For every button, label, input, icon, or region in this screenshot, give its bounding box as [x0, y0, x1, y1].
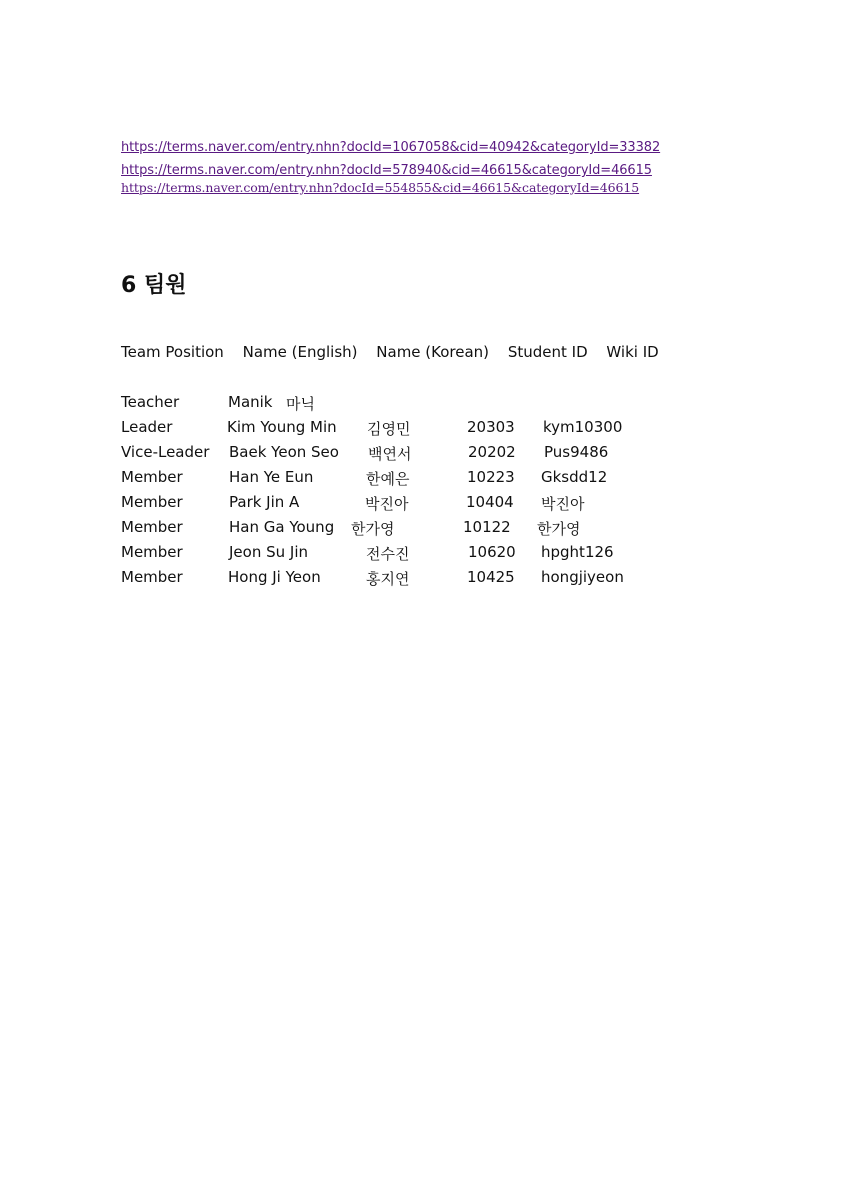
header-name-korean: Name (Korean)	[376, 343, 490, 361]
cell-student-id: 10620	[468, 543, 516, 561]
cell-position: Member	[121, 543, 183, 561]
cell-student-id: 20202	[468, 443, 516, 461]
header-student-id: Student ID	[507, 343, 588, 361]
cell-position: Member	[121, 568, 183, 586]
cell-wiki-id: hongjiyeon	[541, 568, 624, 586]
cell-wiki-id: 한가영	[537, 520, 581, 538]
cell-position: Vice-Leader	[121, 443, 210, 461]
cell-english: Baek Yeon Seo	[229, 443, 339, 461]
cell-student-id: 10122	[463, 518, 511, 536]
cell-english: Manik	[228, 393, 273, 411]
cell-korean: 홍지연	[366, 570, 410, 588]
cell-wiki-id: Gksdd12	[541, 468, 608, 486]
cell-position: Member	[121, 468, 183, 486]
cell-wiki-id: hpght126	[541, 543, 614, 561]
reference-link-3[interactable]: https://terms.naver.com/entry.nhn?docId=554855&cid=46615&categoryId=46615	[121, 180, 640, 195]
cell-english: Jeon Su Jin	[229, 543, 308, 561]
cell-wiki-id: kym10300	[543, 418, 623, 436]
cell-position: Member	[121, 493, 183, 511]
cell-position: Leader	[121, 418, 173, 436]
cell-student-id: 10425	[467, 568, 515, 586]
cell-korean: 한예은	[366, 470, 410, 488]
section-heading: 6 팀원	[121, 273, 187, 298]
cell-english: Park Jin A	[229, 493, 300, 511]
cell-korean: 백연서	[368, 445, 412, 463]
cell-position: Member	[121, 518, 183, 536]
reference-link-1[interactable]: https://terms.naver.com/entry.nhn?docId=1067058&cid=40942&categoryId=33382	[121, 140, 661, 155]
reference-link-2[interactable]: https://terms.naver.com/entry.nhn?docId=578940&cid=46615&categoryId=46615	[121, 163, 652, 178]
header-name-english: Name (English)	[242, 343, 358, 361]
cell-korean: 전수진	[366, 545, 410, 563]
cell-english: Han Ye Eun	[229, 468, 314, 486]
cell-student-id: 10404	[466, 493, 514, 511]
cell-english: Han Ga Young	[229, 518, 335, 536]
header-wiki-id: Wiki ID	[606, 343, 659, 361]
cell-wiki-id: Pus9486	[544, 443, 609, 461]
cell-student-id: 20303	[467, 418, 515, 436]
cell-korean: 김영민	[367, 420, 411, 438]
cell-english: Kim Young Min	[227, 418, 337, 436]
cell-student-id: 10223	[467, 468, 515, 486]
team-table-header	[121, 343, 673, 361]
cell-korean: 박진아	[365, 495, 409, 513]
cell-korean: 한가영	[351, 520, 395, 538]
cell-english: Hong Ji Yeon	[228, 568, 321, 586]
cell-korean: 마닉	[286, 395, 315, 413]
cell-position: Teacher	[121, 393, 180, 411]
cell-wiki-id: 박진아	[541, 495, 585, 513]
header-team-position: Team Position	[121, 343, 224, 361]
